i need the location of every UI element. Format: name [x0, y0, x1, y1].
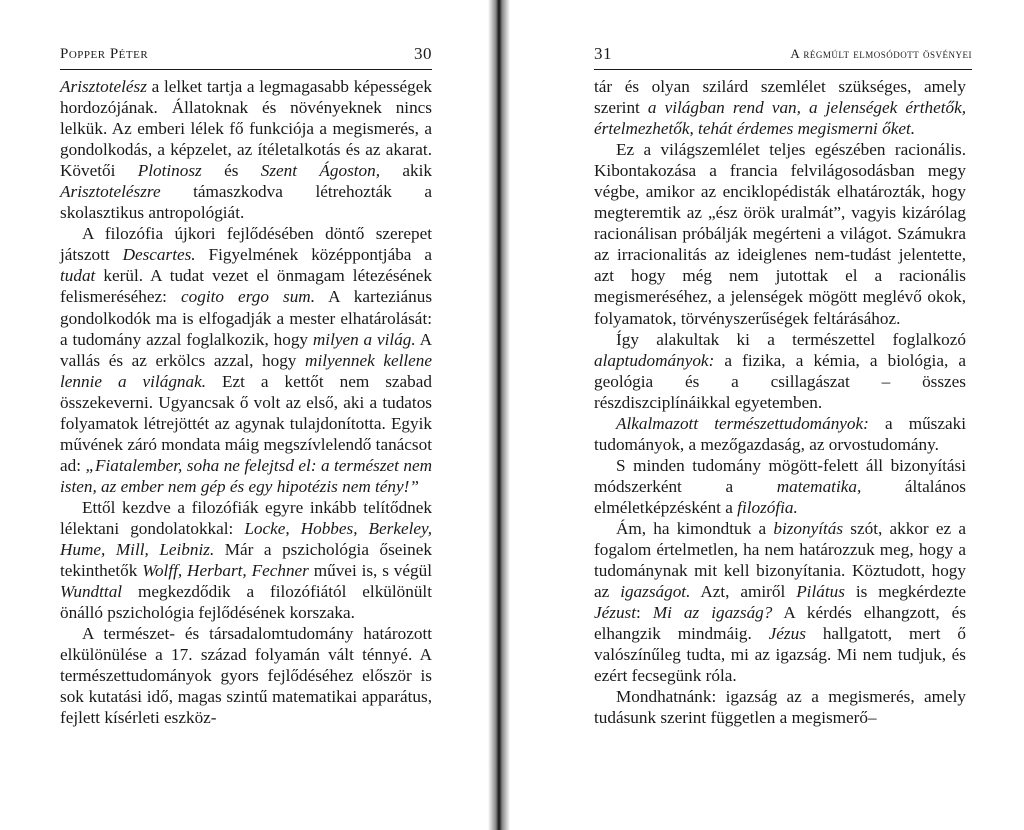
text-run: kerül. A tudat vezet el önmagam létezésének felismeréséhez:: [60, 266, 432, 307]
chapter-running-title: A régmúlt elmosódott ösvényei: [790, 46, 972, 61]
left-running-head: [60, 44, 432, 64]
text-run: is megkérdezte: [844, 582, 966, 602]
paragraph: [594, 329, 966, 413]
italic-run: milyen a világ.: [312, 329, 416, 349]
paragraph: [60, 497, 432, 623]
text-run: Ám, ha kimondtuk a: [616, 518, 774, 538]
page-number-right: 31: [594, 44, 612, 63]
text-run: A filozófia újkori fejlődésében döntő szerepet játszott: [60, 224, 432, 265]
italic-run: bizonyítás: [773, 518, 844, 538]
italic-run: cogito ergo sum.: [181, 287, 316, 307]
paragraph: [594, 139, 966, 328]
author-running-title: Popper Péter: [60, 46, 149, 62]
text-run: a fizika, a kémia, a biológia, a geológia és a csillagászat – összes részdiszciplínáikkal egyetemben.: [594, 350, 966, 412]
italic-run: Arisztotelészre: [60, 182, 161, 202]
body-text-right: [594, 76, 966, 728]
italic-run: milyennek kellene lennie a világnak.: [60, 350, 432, 391]
paragraph: [594, 413, 966, 455]
page-number-left: 30: [414, 44, 432, 63]
text-run: Ezt a kettőt nem szabad összekeverni. Ugyancsak ő volt az első, aki a tudatos folyamatok létrejöttét az agynak tulajdonította. Egyik művének záró mondata máig megszívlelendő tanácsot ad:: [60, 371, 432, 475]
italic-run: Pilátus: [796, 582, 845, 602]
body-text-left: [60, 76, 432, 728]
italic-run: „Fiatalember, soha ne felejtsd el: a természet nem isten, az ember nem gép és egy hipotézis nem tény!”: [60, 455, 432, 496]
paragraph: [60, 76, 432, 223]
italic-run: Wundttal: [60, 582, 123, 602]
italic-run: Alkalmazott természettudományok:: [616, 413, 869, 433]
text-run: támaszkodva létrehozták a skolasztikus antropológiát.: [60, 182, 432, 223]
italic-run: Wolff, Herbart, Fechner: [142, 561, 309, 581]
header-rule: [594, 69, 972, 70]
right-running-head: [594, 44, 972, 64]
italic-run: a világban rend van, a jelenségek érthetők, értelmezhetők, tehát érdemes megismerni őket.: [594, 98, 966, 139]
italic-run: Mi az igazság?: [652, 603, 773, 623]
text-run: Így alakultak ki a természettel foglalkozó: [616, 329, 966, 349]
text-run: akik: [380, 161, 432, 181]
text-run: Figyelmének középpontjába a: [195, 245, 432, 265]
text-run: A vallás és az erkölcs azzal, hogy: [60, 329, 433, 370]
italic-run: Descartes.: [122, 245, 196, 265]
italic-run: Locke, Hobbes, Berkeley, Hume, Mill, Leibniz.: [60, 518, 432, 560]
text-run: Mondhatnánk: igazság az a megismerés, amely tudásunk szerint független a megismerő–: [594, 687, 966, 728]
italic-run: matematika,: [776, 476, 862, 496]
text-run: A karteziánus gondolkodók ma is elfogadják a mester elhatárolását: a tudomány azzal foglalkozik, hogy: [60, 287, 433, 349]
paragraph: [60, 623, 432, 728]
italic-run: igazságot.: [620, 582, 691, 602]
text-run: szót, akkor ez a fogalom értelmetlen, ha nem határozzuk meg, hogy a tudománynak mit kell bizonyítania. Köztudott, hogy az: [594, 518, 966, 602]
italic-run: Arisztotelész: [60, 77, 147, 96]
text-run: művei is, s végül: [308, 561, 432, 581]
text-run: A természet- és társadalomtudomány határozott elkülönülése a 17. század folyamán vált ténnyé. A természettudományok gyors fejlődéséhez először is sok kutatási idő, magas szintű matematikai apparátus, fejlett kísérleti eszköz-: [60, 624, 432, 728]
text-run: a műszaki tudományok, a mezőgazdaság, az orvostudomány.: [594, 413, 966, 454]
italic-run: Jézust: [594, 603, 637, 623]
text-run: :: [636, 603, 653, 623]
italic-run: Plotinosz: [137, 161, 202, 181]
text-run: megkezdődik a filozófiától elkülönült önálló pszichológia fejlődésének korszaka.: [60, 582, 432, 623]
italic-run: Szent Ágoston,: [260, 161, 381, 181]
text-run: hallgatott, mert ő valószínűleg tudta, mi az igazság. Mi nem tudjuk, és ezért fecsegünk róla.: [594, 624, 966, 686]
text-run: Azt, amiről: [690, 582, 797, 602]
text-run: a lelket tartja a legmagasabb képességek hordozójának. Állatoknak és növényeknek nincs lelkük. Az emberi lélek fő funkciója a megismerés, a gondolkodás, a képzelet, az ítéletalkotás és az akarat. Követői: [60, 77, 432, 181]
paragraph: [594, 455, 966, 518]
text-run: A kérdés elhangzott, és elhangzik mindmáig.: [594, 603, 967, 644]
paragraph: [594, 686, 966, 728]
text-run: Már a pszichológia őseinek tekinthetők: [60, 540, 432, 581]
text-run: Ettől kezdve a filozófiák egyre inkább telítődnek lélektani gondolatokkal:: [60, 497, 432, 538]
italic-run: alaptudományok:: [594, 350, 715, 370]
paragraph: [594, 518, 966, 686]
italic-run: filozófia.: [737, 497, 798, 517]
paragraph: [594, 76, 966, 139]
text-run: és: [201, 161, 261, 181]
text-run: általános elméletképzésként a: [594, 476, 966, 517]
book-spine-gutter: [488, 0, 510, 830]
text-run: Ez a világszemlélet teljes egészében racionális. Kibontakozása a francia felvilágosodásban megy végbe, amikor az enciklopédisták elhatározták, hogy megteremtik az „ész örök uralmát”, vagyis kizárólag racionálisan próbálják megérteni a világot. Számukra az irracionalitás az ideiglenes nem-tudást jelentette, azt hogy még nem jutottak el a racionális megismeréséhez, a jelenségek mögött meglévő okok, folyamatok, törvényszerűségek feltárásához.: [594, 140, 966, 328]
text-run: tár és olyan szilárd szemlélet szükséges, amely szerint: [594, 77, 966, 118]
header-rule: [60, 69, 432, 70]
italic-run: tudat: [60, 266, 96, 286]
italic-run: Jézus: [768, 624, 806, 644]
paragraph: [60, 223, 432, 497]
text-run: S minden tudomány mögött-felett áll bizonyítási módszerként a: [594, 455, 966, 496]
